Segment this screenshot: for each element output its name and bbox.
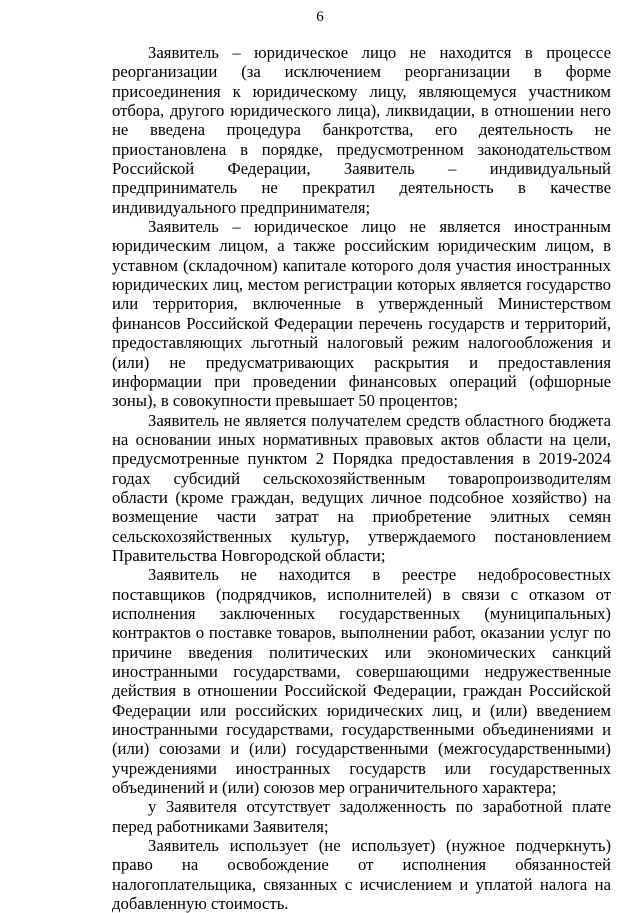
- paragraph-vat-exemption: Заявитель использует (не использует) (нужное подчеркнуть) право на освобождение от исполнения обязанностей налогоплательщика, связанных с исчислением и уплатой налога на добавленную стоимость.: [112, 836, 611, 913]
- paragraph-reorganization: Заявитель – юридическое лицо не находится в процессе реорганизации (за исключением реорганизации в форме присоединения к юридическому лицу, являющемуся участником отбора, другого юридического лица), ликвидации, в отношении него не введена процедура банкротства, его деятельность не приостановлена в порядке, предусмотренном законодательством Российской Федерации, Заявитель – индивидуальный предприниматель не прекратил деятельность в качестве индивидуального предпринимателя;: [112, 43, 611, 217]
- document-body: [112, 43, 611, 913]
- paragraph-budget-funds: Заявитель не является получателем средств областного бюджета на основании иных нормативных правовых актов области на цели, предусмотренные пунктом 2 Порядка предоставления в 2019-2024 годах субсидий сельскохозяйственным товаропроизводителям области (кроме граждан, ведущих личное подсобное хозяйство) на возмещение части затрат на приобретение элитных семян сельскохозяйственных культур, утверждаемого постановлением Правительства Новгородской области;: [112, 410, 611, 565]
- paragraph-unfair-suppliers-registry: Заявитель не находится в реестре недобросовестных поставщиков (подрядчиков, исполнителей) в связи с отказом от исполнения заключенных государственных (муниципальных) контрактов о поставке товаров, выполнении работ, оказании услуг по причине введения политических или экономических санкций иностранными государствами, совершающими недружественные действия в отношении Российской Федерации, граждан Российской Федерации или российских юридических лиц, и (или) введением иностранными государствами, государственными объединениями и (или) союзами и (или) государственными (межгосударственными) учреждениями иностранных государств или государственных объединений и (или) союзов мер ограничительного характера;: [112, 565, 611, 798]
- paragraph-foreign-entity: Заявитель – юридическое лицо не является иностранным юридическим лицом, а также российским юридическим лицом, в уставном (складочном) капитале которого доля участия иностранных юридических лиц, местом регистрации которых является государство или территория, включенные в утвержденный Министерством финансов Российской Федерации перечень государств и территорий, предоставляющих льготный налоговый режим налогообложения и (или) не предусматривающих раскрытия и предоставления информации при проведении финансовых операций (офшорные зоны), в совокупности превышает 50 процентов;: [112, 217, 611, 411]
- page-number: 6: [316, 9, 324, 25]
- paragraph-wage-debt: у Заявителя отсутствует задолженность по заработной плате перед работниками Заявителя;: [112, 797, 611, 836]
